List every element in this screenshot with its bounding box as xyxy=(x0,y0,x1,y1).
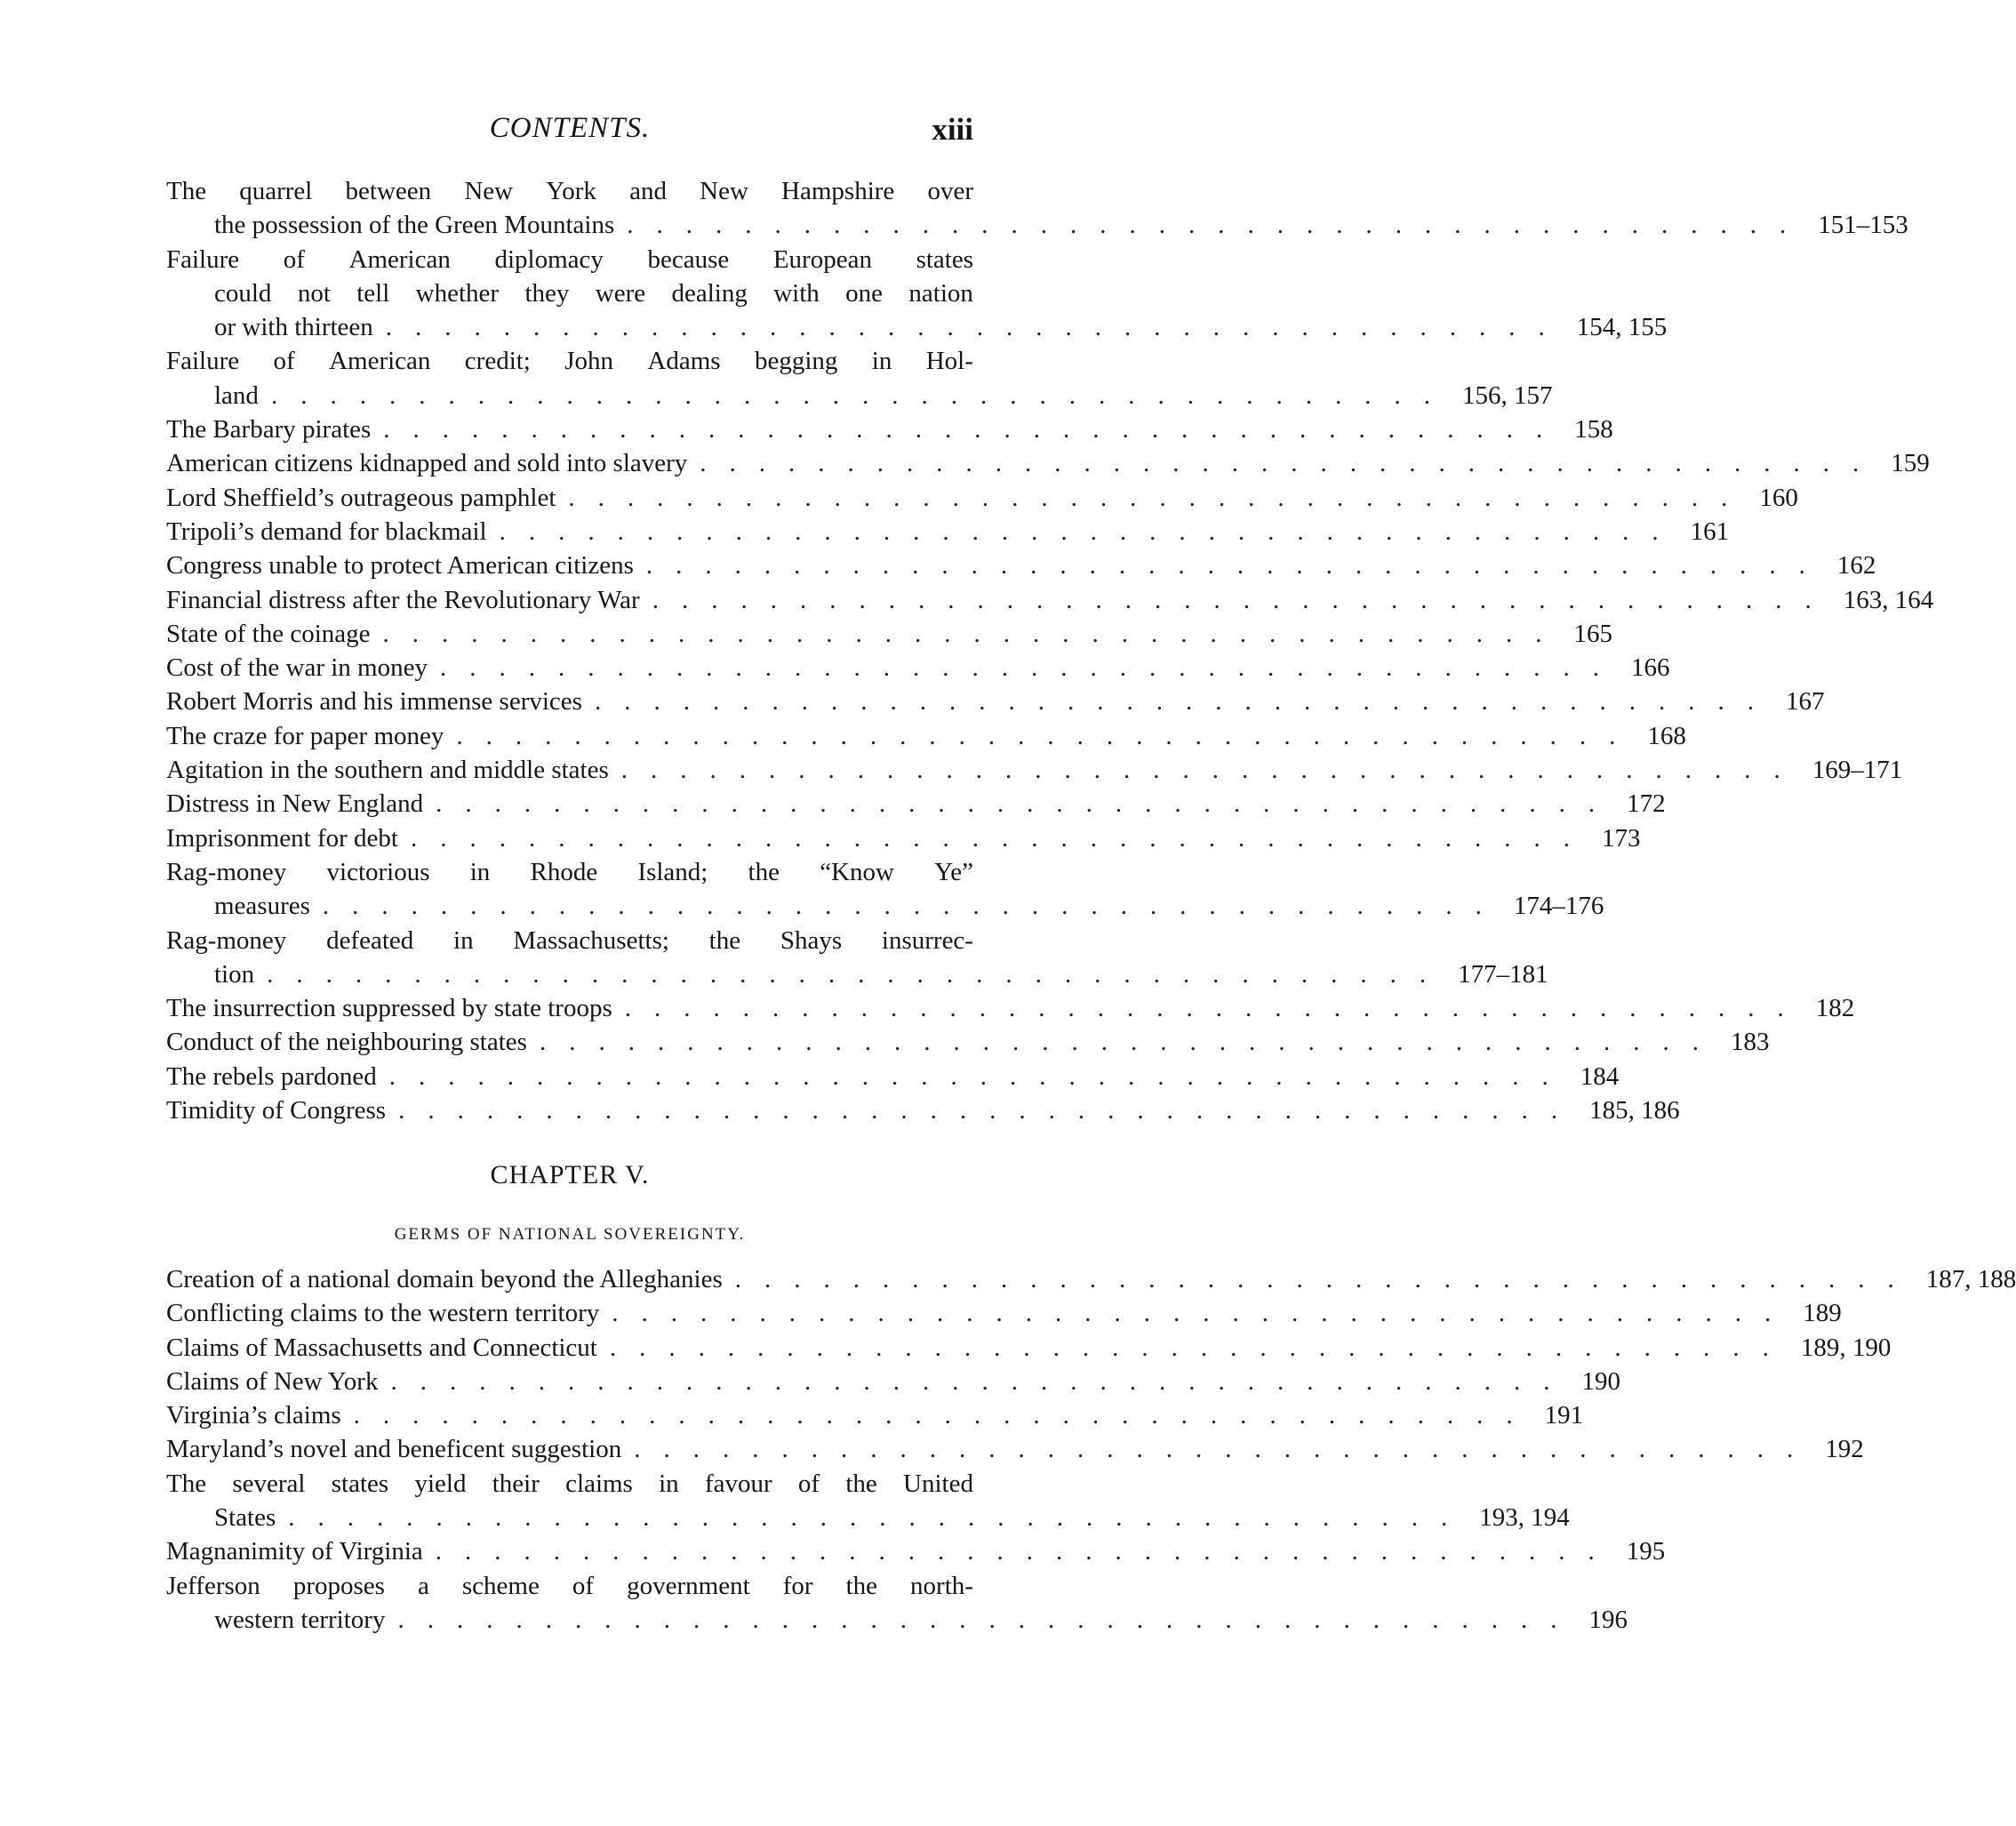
entry-line xyxy=(166,821,1641,855)
entry-pages: 159 xyxy=(1891,449,1930,478)
contents-entry xyxy=(166,651,1670,685)
entry-word: the xyxy=(845,1571,877,1600)
entry-text: American citizens kidnapped and sold into slavery xyxy=(166,449,688,478)
dot-leader: ........................................ xyxy=(499,517,1682,546)
entry-text: the possession of the Green Mountains xyxy=(214,211,615,240)
page-number: xiii xyxy=(932,112,973,147)
entry-pages: 183 xyxy=(1730,1028,1770,1057)
entry-line xyxy=(166,344,973,378)
entry-line xyxy=(166,1060,1620,1093)
contents-entry xyxy=(166,1467,1570,1535)
entry-word: they xyxy=(524,278,570,308)
entry-word: states xyxy=(916,244,973,274)
contents-list-chapter-iv xyxy=(166,174,1934,1127)
dot-leader: ........................................ xyxy=(734,1265,1917,1293)
entry-pages: 195 xyxy=(1626,1537,1666,1566)
entry-word: of xyxy=(797,1469,820,1498)
entry-word: quarrel xyxy=(239,177,313,205)
entry-word: credit; xyxy=(464,347,531,376)
entry-word: north- xyxy=(910,1571,973,1600)
dot-leader: ........................................ xyxy=(594,687,1777,717)
entry-text: Conflicting claims to the western territory xyxy=(166,1299,600,1328)
entry-word: John xyxy=(564,347,614,376)
entry-line xyxy=(166,1331,1892,1365)
entry-word: The xyxy=(166,1469,207,1498)
entry-word: with xyxy=(773,278,820,308)
contents-entry xyxy=(166,855,1604,924)
entry-text: Distress in New England xyxy=(166,789,424,819)
contents-entry xyxy=(166,1569,1628,1638)
entry-word: Hampshire xyxy=(781,177,895,205)
entry-word: favour xyxy=(704,1469,772,1498)
entry-text: Congress unable to protect American citizens xyxy=(166,551,634,581)
entry-word: Failure xyxy=(166,347,240,376)
running-title: CONTENTS. xyxy=(489,112,651,144)
page-header xyxy=(166,112,973,156)
entry-text: Creation of a national domain beyond the Alleghanies xyxy=(166,1265,723,1293)
entry-pages: 160 xyxy=(1759,483,1798,512)
entry-pages: 174–176 xyxy=(1513,892,1604,921)
dot-leader: ........................................ xyxy=(288,1503,1471,1533)
entry-line xyxy=(166,1093,1680,1127)
entry-line xyxy=(166,1432,1864,1466)
entry-word: American xyxy=(348,244,451,274)
entry-word: one xyxy=(845,278,884,308)
dot-leader: ........................................ xyxy=(353,1401,1536,1430)
entry-text: The Barbary pirates xyxy=(166,415,372,444)
entry-word: nation xyxy=(908,278,973,308)
dot-leader: ........................................ xyxy=(270,380,1453,410)
contents-entry xyxy=(166,1432,1864,1466)
entry-word: several xyxy=(232,1469,306,1498)
entry-word: between xyxy=(345,177,432,205)
entry-word: government xyxy=(627,1571,750,1600)
entry-pages: 190 xyxy=(1581,1366,1620,1396)
entry-word: Massachusetts; xyxy=(513,925,669,955)
entry-pages: 182 xyxy=(1815,994,1855,1023)
entry-line xyxy=(166,515,1730,549)
entry-pages: 158 xyxy=(1574,415,1613,444)
entry-word: not xyxy=(297,278,331,308)
entry-pages: 177–181 xyxy=(1458,959,1548,989)
entry-word: insurrec- xyxy=(881,925,973,955)
entry-pages: 189, 190 xyxy=(1800,1333,1892,1362)
entry-word: in xyxy=(469,857,491,886)
entry-line xyxy=(166,1534,1666,1568)
entry-pages: 167 xyxy=(1785,687,1825,717)
entry-word: Rhode xyxy=(530,857,598,886)
contents-entry xyxy=(166,174,1908,243)
entry-line xyxy=(166,787,1666,821)
dot-leader: ........................................ xyxy=(652,585,1835,614)
dot-leader: ........................................ xyxy=(624,994,1807,1023)
dot-leader: ........................................ xyxy=(539,1028,1722,1057)
entry-pages: 168 xyxy=(1647,721,1686,750)
entry-line xyxy=(166,481,1798,515)
contents-entry xyxy=(166,617,1612,651)
contents-entry xyxy=(166,1365,1620,1398)
contents-entry xyxy=(166,1331,1892,1365)
contents-entry xyxy=(166,515,1730,549)
entry-word: were xyxy=(595,278,646,308)
dot-leader: ........................................ xyxy=(398,1096,1581,1125)
entry-line xyxy=(166,719,1686,753)
contents-entry xyxy=(166,719,1686,753)
entry-text: land xyxy=(214,380,259,410)
entry-line xyxy=(166,924,973,957)
entry-text: Claims of New York xyxy=(166,1366,379,1396)
entry-line xyxy=(166,1365,1620,1398)
entry-text: Agitation in the southern and middle states xyxy=(166,756,609,785)
entry-word: over xyxy=(927,177,973,205)
entry-word: in xyxy=(871,347,892,376)
contents-entry xyxy=(166,924,1548,992)
entry-pages: 169–171 xyxy=(1812,756,1903,785)
dot-leader: ........................................ xyxy=(609,1333,1792,1362)
dot-leader: ........................................ xyxy=(627,211,1810,240)
entry-text: Conduct of the neighbouring states xyxy=(166,1028,527,1057)
entry-text: Lord Sheffield’s outrageous pamphlet xyxy=(166,483,556,512)
entry-word: scheme xyxy=(461,1571,540,1600)
entry-word: Shays xyxy=(780,925,843,955)
entry-line xyxy=(166,1569,973,1603)
entry-line xyxy=(166,685,1825,718)
entry-word: The xyxy=(166,177,207,205)
contents-list-chapter-v xyxy=(166,1262,2016,1637)
entry-line xyxy=(166,957,1548,991)
entry-line xyxy=(166,174,973,208)
entry-word: begging xyxy=(754,347,838,376)
entry-pages: 166 xyxy=(1630,653,1670,683)
entry-line xyxy=(166,208,1908,242)
entry-pages: 187, 188 xyxy=(1925,1265,2016,1293)
entry-line xyxy=(166,1262,2016,1296)
contents-entry xyxy=(166,787,1666,821)
contents-entry xyxy=(166,1398,1584,1432)
entry-word: victorious xyxy=(326,857,430,886)
entry-text: Robert Morris and his immense services xyxy=(166,687,582,717)
entry-word: United xyxy=(903,1469,973,1498)
entry-word: New xyxy=(700,177,748,205)
entry-text: Virginia’s claims xyxy=(166,1401,341,1430)
dot-leader: ........................................ xyxy=(388,1061,1572,1091)
entry-line xyxy=(166,1603,1628,1637)
entry-word: European xyxy=(772,244,872,274)
dot-leader: ........................................ xyxy=(382,619,1565,648)
entry-line xyxy=(166,1398,1584,1432)
entry-pages: 151–153 xyxy=(1818,211,1908,240)
entry-line xyxy=(166,276,973,310)
entry-text: Financial distress after the Revolutionary War xyxy=(166,585,640,614)
dot-leader: ........................................ xyxy=(397,1605,1580,1634)
contents-entry xyxy=(166,753,1903,787)
entry-text: Maryland’s novel and beneficent suggestion xyxy=(166,1435,622,1464)
entry-text: The rebels pardoned xyxy=(166,1061,377,1091)
entry-word: the xyxy=(748,857,780,886)
entry-line xyxy=(166,1501,1570,1534)
entry-text: The insurrection suppressed by state troops xyxy=(166,994,612,1023)
entry-pages: 154, 155 xyxy=(1576,313,1668,342)
entry-word: a xyxy=(417,1571,429,1600)
entry-word: Rag-money xyxy=(166,857,287,886)
entry-pages: 192 xyxy=(1825,1435,1864,1464)
entry-word: defeated xyxy=(326,925,414,955)
entry-text: Tripoli’s demand for blackmail xyxy=(166,517,487,546)
entry-text: Cost of the war in money xyxy=(166,653,428,683)
entry-line xyxy=(166,583,1934,617)
entry-word: because xyxy=(647,244,730,274)
entry-line xyxy=(166,310,1668,344)
entry-word: of xyxy=(283,244,305,274)
entry-text: Imprisonment for debt xyxy=(166,823,398,853)
entry-pages: 185, 186 xyxy=(1589,1096,1680,1125)
entry-word: tell xyxy=(356,278,390,308)
entry-line xyxy=(166,243,973,276)
entry-text: Timidity of Congress xyxy=(166,1096,387,1125)
entry-pages: 191 xyxy=(1544,1401,1584,1430)
dot-leader: ........................................ xyxy=(568,483,1751,512)
entry-word: York xyxy=(546,177,596,205)
entry-line xyxy=(166,855,973,889)
entry-line xyxy=(166,651,1670,685)
entry-pages: 156, 157 xyxy=(1461,380,1553,410)
entry-text: Claims of Massachusetts and Connecticut xyxy=(166,1333,597,1362)
contents-entry xyxy=(166,446,1930,480)
entry-pages: 189 xyxy=(1803,1299,1842,1328)
contents-entry xyxy=(166,1093,1680,1127)
entry-text: Magnanimity of Virginia xyxy=(166,1537,423,1566)
entry-word: claims xyxy=(565,1469,633,1498)
dot-leader: ........................................ xyxy=(634,1435,1817,1464)
entry-text: The craze for paper money xyxy=(166,721,444,750)
entry-word: the xyxy=(708,925,741,955)
entry-word: yield xyxy=(414,1469,467,1498)
entry-text: measures xyxy=(214,892,310,921)
entry-line xyxy=(166,379,1553,412)
dot-leader: ........................................ xyxy=(390,1366,1573,1396)
entry-pages: 196 xyxy=(1588,1605,1628,1634)
entry-word: dealing xyxy=(671,278,748,308)
dot-leader: ........................................ xyxy=(267,959,1450,989)
dot-leader: ........................................ xyxy=(612,1299,1795,1328)
entry-line xyxy=(166,549,1876,582)
entry-pages: 163, 164 xyxy=(1843,585,1934,614)
entry-word: could xyxy=(214,278,272,308)
chapter-subtitle: GERMS OF NATIONAL SOVEREIGNTY. xyxy=(394,1225,746,1244)
entry-word: whether xyxy=(415,278,500,308)
entry-word: Island; xyxy=(637,857,708,886)
dot-leader: ........................................ xyxy=(385,313,1568,342)
dot-leader: ........................................ xyxy=(456,721,1639,750)
entry-line xyxy=(166,1467,973,1501)
entry-text: States xyxy=(214,1503,276,1533)
entry-word: in xyxy=(659,1469,679,1498)
entry-line xyxy=(166,991,1855,1025)
contents-entry xyxy=(166,243,1668,345)
contents-entry xyxy=(166,412,1613,446)
entry-pages: 162 xyxy=(1836,551,1876,581)
entry-line xyxy=(166,889,1604,923)
entry-text: or with thirteen xyxy=(214,313,373,342)
dot-leader: ........................................ xyxy=(645,551,1828,581)
entry-pages: 193, 194 xyxy=(1479,1503,1570,1533)
entry-pages: 173 xyxy=(1601,823,1641,853)
contents-entry xyxy=(166,1534,1666,1568)
dot-leader: ........................................ xyxy=(620,756,1804,785)
entry-word: Rag-money xyxy=(166,925,287,955)
contents-entry xyxy=(166,481,1798,515)
entry-word: New xyxy=(464,177,514,205)
entry-line xyxy=(166,446,1930,480)
entry-word: Jefferson xyxy=(166,1571,260,1600)
contents-entry xyxy=(166,549,1876,582)
entry-line xyxy=(166,753,1903,787)
entry-text: State of the coinage xyxy=(166,619,371,648)
contents-entry xyxy=(166,1060,1620,1093)
entry-pages: 165 xyxy=(1573,619,1612,648)
contents-entry xyxy=(166,1262,2016,1296)
contents-entry xyxy=(166,991,1855,1025)
entry-pages: 172 xyxy=(1627,789,1666,819)
entry-pages: 161 xyxy=(1690,517,1730,546)
dot-leader: ........................................ xyxy=(410,823,1593,853)
entry-text: western territory xyxy=(214,1605,386,1634)
contents-entry xyxy=(166,1025,1770,1059)
entry-line xyxy=(166,1025,1770,1059)
entry-word: Hol- xyxy=(925,347,973,376)
dot-leader: ........................................ xyxy=(435,1537,1618,1566)
entry-line xyxy=(166,617,1612,651)
entry-word: for xyxy=(782,1571,813,1600)
entry-word: in xyxy=(453,925,474,955)
entry-word: Failure xyxy=(166,244,240,274)
entry-word: and xyxy=(629,177,667,205)
contents-entry xyxy=(166,821,1641,855)
entry-word: of xyxy=(273,347,295,376)
entry-word: “Know xyxy=(820,857,894,886)
entry-word: American xyxy=(329,347,431,376)
dot-leader: ........................................ xyxy=(322,892,1505,921)
entry-word: diplomacy xyxy=(494,244,604,274)
contents-entry xyxy=(166,583,1934,617)
dot-leader: ........................................ xyxy=(439,653,1622,683)
dot-leader: ........................................ xyxy=(436,789,1619,819)
contents-entry xyxy=(166,1296,1842,1330)
entry-line xyxy=(166,412,1613,446)
entry-word: Ye” xyxy=(934,857,973,886)
entry-word: Adams xyxy=(647,347,721,376)
entry-word: proposes xyxy=(292,1571,385,1600)
entry-line xyxy=(166,1296,1842,1330)
entry-text: tion xyxy=(214,959,255,989)
entry-word: the xyxy=(845,1469,877,1498)
chapter-heading: CHAPTER V. xyxy=(490,1160,650,1189)
contents-entry xyxy=(166,344,1553,412)
entry-word: their xyxy=(492,1469,540,1498)
entry-word: of xyxy=(572,1571,595,1600)
entry-word: states xyxy=(331,1469,389,1498)
dot-leader: ........................................ xyxy=(383,415,1566,444)
contents-entry xyxy=(166,685,1825,718)
dot-leader: ........................................ xyxy=(700,449,1883,478)
entry-pages: 184 xyxy=(1580,1061,1620,1091)
